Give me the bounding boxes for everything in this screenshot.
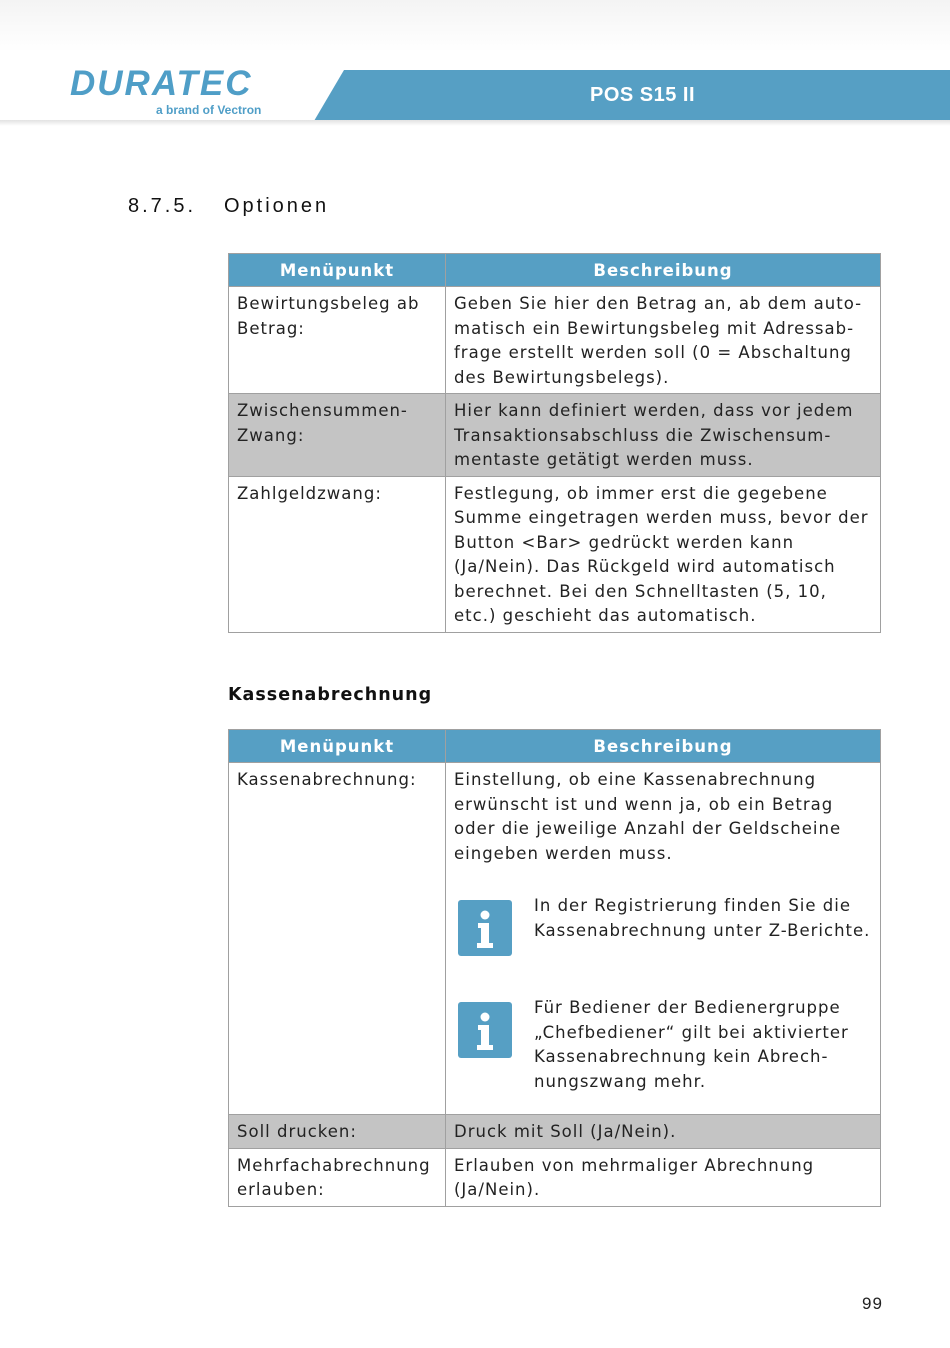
description-cell <box>446 763 881 1115</box>
options-table <box>228 253 881 633</box>
subsection-heading: Kassenabrechnung <box>228 685 433 705</box>
info-icon <box>458 900 512 956</box>
menu-item-cell: Bewirtungsbeleg ab Betrag: <box>229 287 446 394</box>
table-row <box>229 394 881 477</box>
column-header-menu-item: Menüpunkt <box>229 254 446 287</box>
info-note-text: In der Registrierung finden Sie die Kassenabrechnung unter Z-Berichte. <box>534 896 871 940</box>
table-row <box>229 287 881 394</box>
header-banner <box>0 70 950 121</box>
table-row <box>229 763 881 1115</box>
cash-settlement-table <box>228 729 881 1207</box>
table-row <box>229 1115 881 1149</box>
product-title: POS S15 II <box>590 84 696 106</box>
menu-item-cell: Zahlgeldzwang: <box>229 476 446 632</box>
table-row <box>229 476 881 632</box>
menu-item-cell: Zwischensummen-Zwang: <box>229 394 446 477</box>
info-note-text: Für Bediener der Bedienergruppe „Chefbediener“ gilt bei aktivierter Kassenabrechnung kein Abrech-nungszwang mehr. <box>534 998 849 1091</box>
menu-item-cell: Mehrfachabrechnung erlauben: <box>229 1148 446 1206</box>
header-divider <box>0 120 950 126</box>
description-cell: Festlegung, ob immer erst die gegebene Summe eingetragen werden muss, bevor der Button <Bar> gedrückt werden kann (Ja/Nein). Das Rückgeld wird automatisch berechnet. Bei den Schnelltasten (5, 10, etc.) geschieht das automatisch. <box>446 476 881 632</box>
table-header-row <box>229 254 881 287</box>
table-header-row <box>229 730 881 763</box>
column-header-description: Beschreibung <box>446 254 881 287</box>
logo-wordmark: DURATEC <box>70 64 253 103</box>
section-number: 8.7.5. <box>128 195 197 217</box>
column-header-description: Beschreibung <box>446 730 881 763</box>
section-title: Optionen <box>224 195 330 217</box>
table-row <box>229 1148 881 1206</box>
section-heading <box>128 195 329 218</box>
description-cell: Erlauben von mehrmaliger Abrechnung (Ja/Nein). <box>446 1148 881 1206</box>
menu-item-cell: Kassenabrechnung: <box>229 763 446 1115</box>
description-cell: Druck mit Soll (Ja/Nein). <box>446 1115 881 1149</box>
menu-item-cell: Soll drucken: <box>229 1115 446 1149</box>
info-note <box>454 996 872 1094</box>
info-note <box>454 894 872 956</box>
info-icon <box>458 1002 512 1058</box>
page-number: 99 <box>862 1294 883 1313</box>
description-cell: Hier kann definiert werden, dass vor jedem Transaktionsabschluss die Zwischensum-mentaste getätigt werden muss. <box>446 394 881 477</box>
description-text: Einstellung, ob eine Kassenabrechnung erwünscht ist und wenn ja, ob ein Betrag oder die jeweilige Anzahl der Geldscheine eingeben werden muss. <box>454 770 842 863</box>
column-header-menu-item: Menüpunkt <box>229 730 446 763</box>
description-cell: Geben Sie hier den Betrag an, ab dem auto-matisch ein Bewirtungsbeleg mit Adressab-frage erstellt werden soll (0 = Abschaltung des Bewirtungsbelegs). <box>446 287 881 394</box>
logo-tagline: a brand of Vectron <box>156 103 262 117</box>
